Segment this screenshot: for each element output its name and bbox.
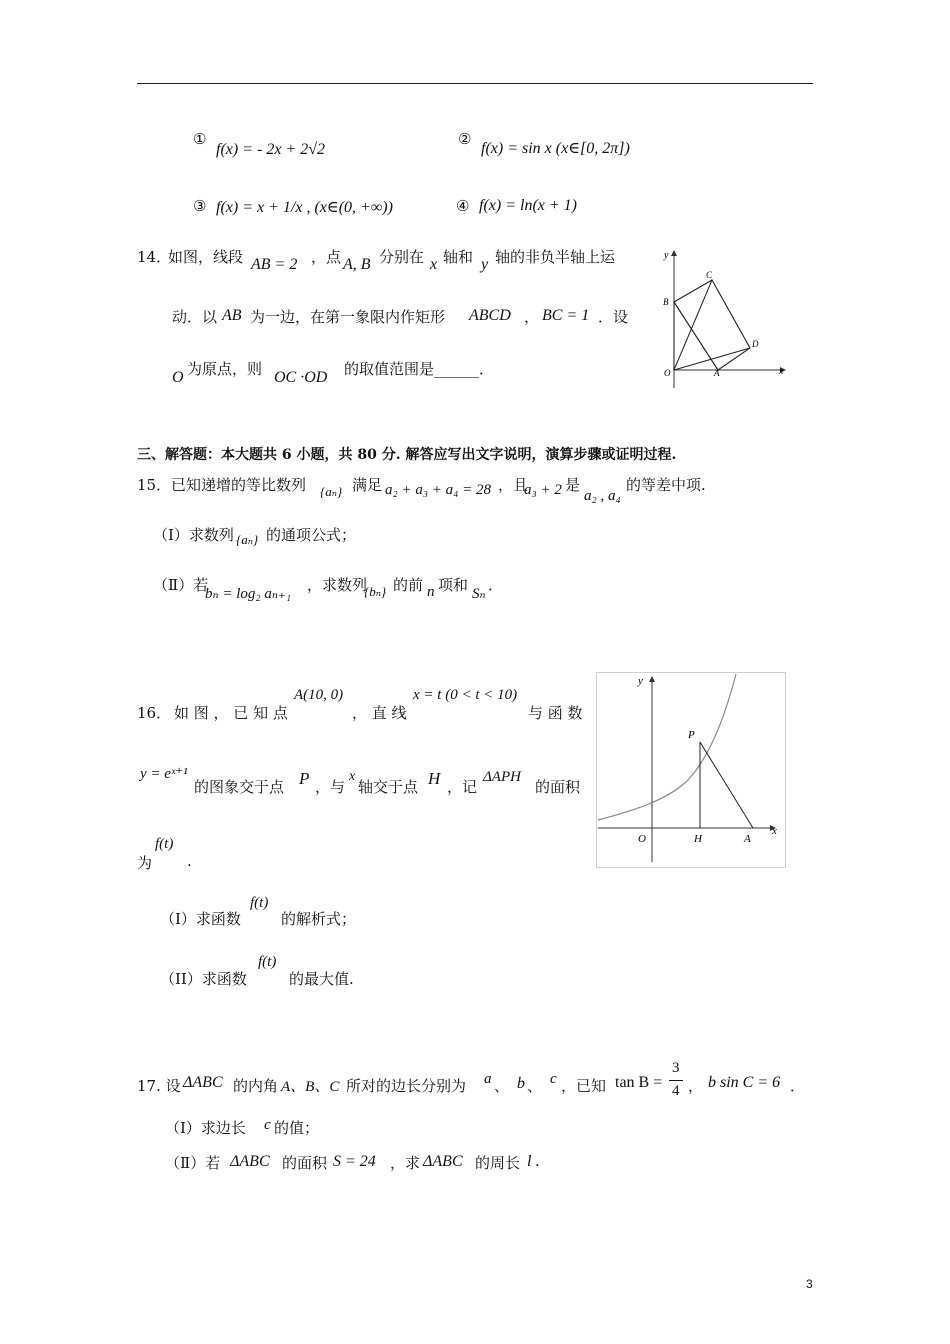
q15-part2-text-c: 的前 xyxy=(393,576,424,594)
q14-fig-a-label: A xyxy=(714,368,720,378)
q17-part2-text-a: （Ⅱ）若 xyxy=(165,1154,221,1172)
q16-math-p: P xyxy=(299,769,310,788)
q16-math-x: x xyxy=(349,769,356,784)
q14-math-ab2: AB = 2 xyxy=(251,256,298,273)
q14-math-bc1: BC = 1 xyxy=(542,307,590,324)
q14-fig-b-label: B xyxy=(663,297,669,307)
q15-math-a3plus2: a₃ + 2 xyxy=(524,482,562,498)
q14-figure xyxy=(650,244,790,394)
q17-part1-text-a: （Ⅰ）求边长 xyxy=(165,1119,246,1137)
option-3-number: ③ xyxy=(193,197,207,215)
q17-part2-math-abc2: ΔABC xyxy=(423,1153,463,1170)
q15-part2-math-sn: Sₙ xyxy=(472,586,486,602)
q15-text-1d: 是 xyxy=(565,476,581,494)
q15-part1-math: {aₙ} xyxy=(236,532,259,547)
option-3-expression: f(x) = x + 1/x , (x∈(0, +∞)) xyxy=(216,199,393,216)
option-2-number: ② xyxy=(458,130,472,148)
q15-math-an: {aₙ} xyxy=(320,484,343,499)
q16-fig-h-label: H xyxy=(694,833,702,845)
q14-text-3b: 的取值范围是______． xyxy=(344,360,495,378)
q15-text-1b: 满足 xyxy=(352,476,383,494)
q14-math-abcd: ABCD xyxy=(469,307,511,324)
q16-text-2e: 的面积 xyxy=(535,778,581,796)
q14-text-3a: 为原点，则 xyxy=(187,360,263,378)
q17-frac-numerator: 3 xyxy=(672,1060,680,1076)
q16-math-h: H xyxy=(428,769,441,788)
q14-math-ab: A, B xyxy=(343,256,371,273)
q17-text-1g: ， xyxy=(688,1077,704,1095)
q17-math-a: a xyxy=(484,1071,492,1087)
q16-part2-text-b: 的最大值. xyxy=(289,970,354,988)
q15-text-1e: 的等差中项. xyxy=(626,476,706,494)
q14-text-1a: 如图，线段 xyxy=(168,248,244,266)
q17-part2-text-c: ，求 xyxy=(390,1154,421,1172)
q15-text-1c: ，且 xyxy=(498,476,529,494)
q17-text-1a: 17. 设 xyxy=(137,1077,181,1095)
q16-fig-o-label: O xyxy=(638,833,646,845)
q14-text-2a: 动．以 xyxy=(172,308,218,326)
q16-text-3b: . xyxy=(187,852,192,870)
q16-math-ft: f(t) xyxy=(155,836,174,852)
q17-math-abc: ΔABC xyxy=(183,1074,223,1091)
q17-text-1e: 、 xyxy=(527,1077,543,1095)
q16-math-apH: ΔAPH xyxy=(483,769,521,785)
q16-figure xyxy=(596,672,786,868)
q14-text-2d: ．设 xyxy=(598,308,629,326)
q16-math-line: x = t (0 < t < 10) xyxy=(413,687,518,703)
q17-part2-text-d: 的周长 xyxy=(475,1154,521,1172)
q15-part1-text-b: 的通项公式； xyxy=(266,526,357,544)
q15-part2-text-b: ，求数列 xyxy=(307,576,368,594)
q14-math-x: x xyxy=(430,256,438,273)
q17-math-bsinc: b sin C = 6 xyxy=(708,1074,781,1091)
q14-math-ab-side: AB xyxy=(222,307,242,324)
q15-part2-text-a: （Ⅱ）若 xyxy=(153,576,209,594)
q17-math-angles: A、B、C xyxy=(281,1079,340,1095)
q14-fig-x-label: x xyxy=(779,366,784,377)
section-3-heading: 三、解答题：本大题共 6 小题，共 80 分. 解答应写出文字说明，演算步骤或证明过程. xyxy=(137,447,677,463)
q16-text-1a: 如 图 ， 已 知 点 xyxy=(174,704,288,722)
q14-math-oc-od: OC ·OD xyxy=(274,369,328,386)
q15-part2-math-n: n xyxy=(427,584,435,600)
q14-fig-d-label: D xyxy=(752,339,759,349)
q16-text-2a: 的图象交于点 xyxy=(194,778,285,796)
q15-part2-text-e: ． xyxy=(488,576,504,594)
option-2-expression: f(x) = sin x (x∈[0, 2π]) xyxy=(481,140,630,157)
q14-text-1e: 轴的非负半轴上运 xyxy=(495,248,616,266)
q17-part2-text-b: 的面积 xyxy=(282,1154,328,1172)
q16-text-1b: ， 直 线 xyxy=(352,704,407,722)
q17-text-1c: 所对的边长分别为 xyxy=(346,1077,467,1095)
q16-fig-p-label: P xyxy=(688,729,695,741)
q16-part1-text-a: （I）求函数 xyxy=(160,910,241,928)
q17-part1-text-b: 的值； xyxy=(274,1119,320,1137)
q16-fig-x-label: x xyxy=(772,825,777,837)
q16-math-exp: y = eˣ⁺¹ xyxy=(140,766,188,782)
q15-part2-text-d: 项和 xyxy=(438,576,469,594)
q17-text-1h: ． xyxy=(790,1077,806,1095)
q14-text-2c: ， xyxy=(524,308,540,326)
q17-text-1f: ，已知 xyxy=(561,1077,607,1095)
q14-text-1c: 分别在 xyxy=(379,248,425,266)
q16-math-a-point: A(10, 0) xyxy=(294,687,344,703)
q16-fig-a-label: A xyxy=(744,833,751,845)
q16-text-3a: 为 xyxy=(137,854,153,872)
q14-math-y: y xyxy=(481,256,489,273)
q16-part1-text-b: 的解析式； xyxy=(281,910,357,928)
q16-part2-text-a: （II）求函数 xyxy=(160,970,247,988)
option-4-expression: f(x) = ln(x + 1) xyxy=(479,197,577,214)
q17-part1-math: c xyxy=(264,1117,271,1133)
q16-part2-math: f(t) xyxy=(258,954,277,970)
q16-fig-y-label: y xyxy=(638,675,643,687)
header-rule xyxy=(137,83,813,84)
q16-text-1c: 与 函 数 xyxy=(528,704,583,722)
option-1-number: ① xyxy=(193,130,207,148)
q17-text-1d: 、 xyxy=(494,1077,510,1095)
q17-math-b: b xyxy=(517,1075,525,1092)
q16-text-2b: ，与 xyxy=(315,778,346,796)
q14-number: 14． xyxy=(137,248,172,266)
q16-text-2c: 轴交于点 xyxy=(358,778,419,796)
option-4-number: ④ xyxy=(456,197,470,215)
q17-frac-bar xyxy=(669,1080,683,1081)
q17-text-1b: 的内角 xyxy=(233,1077,279,1095)
q16-text-2d: ，记 xyxy=(447,778,478,796)
q15-part2-math-bn: bₙ = log₂ aₙ₊₁ xyxy=(205,586,292,602)
q16-part1-math: f(t) xyxy=(250,895,269,911)
q15-math-a2a4: a₂ , a₄ xyxy=(584,488,621,504)
page-number: 3 xyxy=(806,1277,813,1291)
q14-fig-c-label: C xyxy=(706,270,713,280)
q17-part2-math-l: l xyxy=(527,1153,532,1170)
q14-math-o: O xyxy=(172,369,184,386)
q14-text-1d: 轴和 xyxy=(443,248,474,266)
option-1-expression: f(x) = - 2x + 2√2 xyxy=(216,141,326,158)
q15-part1-text-a: （Ⅰ）求数列 xyxy=(153,526,234,544)
q14-text-1b: ，点 xyxy=(311,248,342,266)
q17-part2-math-s: S = 24 xyxy=(333,1153,376,1170)
q17-math-c: c xyxy=(550,1071,557,1087)
q15-math-sum: a₂ + a₃ + a₄ = 28 xyxy=(385,482,492,498)
q15-number: 15． xyxy=(137,476,172,494)
q17-math-tanb: tan B = xyxy=(615,1074,663,1091)
q17-part2-math-abc: ΔABC xyxy=(230,1153,270,1170)
q16-number: 16． xyxy=(137,704,172,722)
q14-fig-o-label: O xyxy=(664,368,671,378)
q17-part2-text-e: . xyxy=(535,1152,540,1170)
q14-text-2b: 为一边，在第一象限内作矩形 xyxy=(250,308,446,326)
q15-part2-math-seq: {bₙ} xyxy=(364,584,387,599)
q15-text-1a: 已知递增的等比数列 xyxy=(171,476,307,494)
q14-fig-y-label: y xyxy=(664,250,669,261)
q17-frac-denominator: 4 xyxy=(672,1083,680,1099)
